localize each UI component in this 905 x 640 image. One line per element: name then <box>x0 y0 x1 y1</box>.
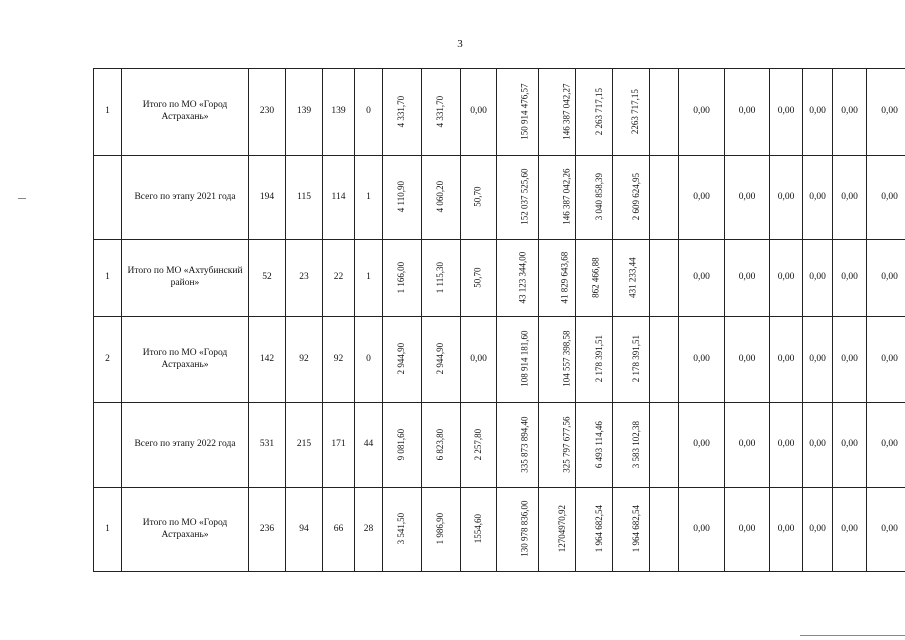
cell-value: 2 263 717,15 <box>594 87 604 135</box>
value-cell <box>249 488 286 572</box>
empty-cell <box>650 488 679 572</box>
value-cell <box>679 156 725 240</box>
cell-value: 146 387 042,26 <box>561 168 572 225</box>
value-cell <box>613 317 650 403</box>
value-cell <box>249 403 286 488</box>
value-cell <box>833 69 867 156</box>
value-cell <box>539 317 576 403</box>
cell-value: 0,00 <box>777 106 795 117</box>
value-cell <box>770 403 803 488</box>
cell-value: 1554,60 <box>472 514 483 544</box>
cell-value: 0,00 <box>738 353 756 364</box>
cell-value: 194 <box>259 191 275 202</box>
value-cell <box>461 240 497 317</box>
cell-value: 0,00 <box>841 272 858 283</box>
value-cell <box>576 156 613 240</box>
cell-value: 22 <box>333 272 344 283</box>
cell-value: 0,00 <box>470 106 487 117</box>
value-cell <box>679 69 725 156</box>
value-cell <box>613 240 650 317</box>
value-cell <box>323 69 355 156</box>
value-cell <box>613 69 650 156</box>
value-cell <box>770 156 803 240</box>
table-row <box>94 240 905 317</box>
value-cell <box>355 156 383 240</box>
value-cell <box>323 156 355 240</box>
row-number-cell <box>94 69 122 156</box>
cell-value: 0,00 <box>738 191 756 202</box>
margin-mark <box>18 198 26 199</box>
value-cell <box>803 317 833 403</box>
cell-value: 0,00 <box>738 272 756 283</box>
cell-value: 531 <box>259 439 275 450</box>
cell-value: 142 <box>259 353 275 364</box>
cell-value: 12704970,92 <box>557 505 567 553</box>
cell-value: 50,70 <box>472 186 483 207</box>
value-cell <box>770 317 803 403</box>
value-cell <box>497 156 539 240</box>
cell-value: 66 <box>333 523 344 534</box>
cell-value: 1 166,00 <box>396 261 407 293</box>
value-cell <box>323 240 355 317</box>
cell-value: 2 609 624,95 <box>631 173 641 221</box>
cell-value: 0,00 <box>881 191 898 202</box>
value-cell <box>725 156 770 240</box>
cell-value: 146 387 042,27 <box>561 83 572 140</box>
cell-value: 4 060,20 <box>435 180 446 213</box>
table-row <box>94 403 905 488</box>
cell-value: 23 <box>299 272 309 283</box>
table-row <box>94 488 905 572</box>
cell-value: 0,00 <box>809 439 826 450</box>
cell-value: 1 986,90 <box>435 512 446 545</box>
cell-value: 52 <box>262 272 272 283</box>
value-cell <box>539 488 576 572</box>
cell-value: 0,00 <box>738 439 756 450</box>
value-cell <box>286 156 323 240</box>
value-cell <box>867 488 905 572</box>
value-cell <box>383 488 422 572</box>
value-cell <box>867 403 905 488</box>
margin-mark <box>800 635 905 636</box>
value-cell <box>383 317 422 403</box>
table-row <box>94 69 905 156</box>
cell-value: 1 <box>105 523 110 534</box>
value-cell <box>679 488 725 572</box>
empty-cell <box>650 240 679 317</box>
cell-value: 2263 717,15 <box>629 88 640 134</box>
cell-value: 0,00 <box>693 523 710 534</box>
cell-value: 1 964 682,54 <box>631 505 641 553</box>
table-row <box>94 156 905 240</box>
value-cell <box>725 69 770 156</box>
value-cell <box>461 403 497 488</box>
cell-value: 1 <box>105 272 110 283</box>
cell-value: 0,00 <box>809 106 826 117</box>
cell-value: 2 178 391,51 <box>594 335 604 383</box>
row-name: Итого по МО «Город Астрахань» <box>142 100 228 122</box>
value-cell <box>461 488 497 572</box>
cell-value: 0,00 <box>809 353 826 364</box>
cell-value: 4 110,90 <box>396 181 407 213</box>
value-cell <box>249 156 286 240</box>
cell-value: 6 493 114,46 <box>593 420 604 468</box>
value-cell <box>867 69 905 156</box>
cell-value: 2 <box>105 353 110 364</box>
value-cell <box>867 240 905 317</box>
cell-value: 236 <box>259 523 275 534</box>
cell-value: 1 964 682,54 <box>594 505 604 553</box>
cell-value: 0,00 <box>777 191 795 202</box>
cell-value: 0,00 <box>809 191 826 202</box>
cell-value: 92 <box>299 353 309 364</box>
value-cell <box>249 240 286 317</box>
value-cell <box>725 240 770 317</box>
value-cell <box>422 156 461 240</box>
value-cell <box>803 403 833 488</box>
value-cell <box>539 403 576 488</box>
cell-value: 431 233,44 <box>627 256 638 298</box>
cell-value: 114 <box>331 191 346 202</box>
cell-value: 3 583 102,38 <box>631 420 641 468</box>
row-name: Итого по МО «Город Астрахань» <box>142 347 228 370</box>
cell-value: 325 797 677,56 <box>561 416 572 473</box>
value-cell <box>355 69 383 156</box>
value-cell <box>497 317 539 403</box>
value-cell <box>497 240 539 317</box>
value-cell <box>422 240 461 317</box>
cell-value: 4 331,70 <box>435 95 446 127</box>
table-row <box>94 317 905 403</box>
cell-value: 41 829 643,68 <box>559 251 570 304</box>
value-cell <box>725 403 770 488</box>
cell-value: 0,00 <box>693 439 710 450</box>
value-cell <box>803 240 833 317</box>
cell-value: 44 <box>363 439 374 450</box>
value-cell <box>497 69 539 156</box>
value-cell <box>770 69 803 156</box>
value-cell <box>679 317 725 403</box>
value-cell <box>613 156 650 240</box>
row-name-cell <box>122 69 249 156</box>
value-cell <box>249 69 286 156</box>
row-name-cell <box>122 156 249 240</box>
cell-value: 130 978 836,00 <box>519 500 530 557</box>
value-cell <box>422 317 461 403</box>
value-cell <box>833 488 867 572</box>
cell-value: 0,00 <box>841 353 858 364</box>
value-cell <box>576 240 613 317</box>
cell-value: 1 <box>366 191 371 202</box>
data-table <box>93 68 905 572</box>
cell-value: 3 541,50 <box>396 512 407 545</box>
value-cell <box>576 488 613 572</box>
value-cell <box>286 240 323 317</box>
row-name: Итого по МО «Город Астрахань» <box>142 517 228 540</box>
cell-value: 1 115,30 <box>435 261 446 293</box>
cell-value: 0,00 <box>881 523 898 534</box>
cell-value: 171 <box>331 439 346 450</box>
cell-value: 0,00 <box>470 353 487 364</box>
row-number-cell <box>94 488 122 572</box>
cell-value: 0,00 <box>881 439 898 450</box>
cell-value: 335 873 894,40 <box>519 416 530 473</box>
value-cell <box>461 69 497 156</box>
value-cell <box>286 317 323 403</box>
cell-value: 0,00 <box>738 523 756 534</box>
cell-value: 0,00 <box>693 191 710 202</box>
row-number-cell <box>94 240 122 317</box>
cell-value: 215 <box>296 439 312 450</box>
value-cell <box>355 317 383 403</box>
value-cell <box>833 240 867 317</box>
value-cell <box>803 69 833 156</box>
value-cell <box>770 240 803 317</box>
cell-value: 1 <box>366 272 371 283</box>
value-cell <box>422 403 461 488</box>
cell-value: 6 823,80 <box>435 428 446 460</box>
cell-value: 150 914 476,57 <box>519 83 530 140</box>
cell-value: 50,70 <box>472 267 483 288</box>
cell-value: 104 557 398,58 <box>561 330 572 387</box>
value-cell <box>679 403 725 488</box>
value-cell <box>323 317 355 403</box>
value-cell <box>867 317 905 403</box>
page-number: 3 <box>457 38 463 50</box>
row-name: Итого по МО «Ахтубинский район» <box>127 266 243 288</box>
value-cell <box>725 488 770 572</box>
cell-value: 0,00 <box>777 353 795 364</box>
cell-value: 4 331,70 <box>396 95 407 127</box>
cell-value: 0,00 <box>693 272 710 283</box>
value-cell <box>286 403 323 488</box>
value-cell <box>679 240 725 317</box>
cell-value: 92 <box>333 353 344 364</box>
cell-value: 0,00 <box>881 353 898 364</box>
cell-value: 862 466,88 <box>590 256 601 298</box>
empty-cell <box>650 156 679 240</box>
cell-value: 0,00 <box>841 523 858 534</box>
value-cell <box>833 317 867 403</box>
cell-value: 0 <box>366 106 371 117</box>
empty-cell <box>650 69 679 156</box>
cell-value: 43 123 344,00 <box>517 251 528 304</box>
value-cell <box>867 156 905 240</box>
cell-value: 0,00 <box>809 272 826 283</box>
row-name: Всего по этапу 2021 года <box>134 191 236 202</box>
row-name-cell <box>122 403 249 488</box>
value-cell <box>576 317 613 403</box>
value-cell <box>286 488 323 572</box>
cell-value: 0,00 <box>777 439 795 450</box>
row-number-cell <box>94 317 122 403</box>
cell-value: 9 081,60 <box>396 428 407 460</box>
value-cell <box>576 403 613 488</box>
cell-value: 1 <box>105 106 110 117</box>
cell-value: 152 037 525,60 <box>519 168 530 225</box>
cell-value: 0,00 <box>841 191 858 202</box>
cell-value: 0,00 <box>841 106 858 117</box>
value-cell <box>613 403 650 488</box>
value-cell <box>833 403 867 488</box>
value-cell <box>539 240 576 317</box>
cell-value: 0 <box>366 353 371 364</box>
row-name-cell <box>122 488 249 572</box>
value-cell <box>539 156 576 240</box>
value-cell <box>355 240 383 317</box>
value-cell <box>383 403 422 488</box>
cell-value: 3 040 858,39 <box>594 173 604 221</box>
cell-value: 0,00 <box>738 106 756 117</box>
value-cell <box>383 156 422 240</box>
value-cell <box>613 488 650 572</box>
empty-cell <box>650 403 679 488</box>
value-cell <box>323 488 355 572</box>
value-cell <box>323 403 355 488</box>
value-cell <box>286 69 323 156</box>
value-cell <box>497 403 539 488</box>
cell-value: 0,00 <box>809 523 826 534</box>
cell-value: 2 944,90 <box>396 342 407 375</box>
value-cell <box>249 317 286 403</box>
cell-value: 2 257,80 <box>472 428 483 460</box>
cell-value: 94 <box>299 523 309 534</box>
cell-value: 28 <box>363 523 374 534</box>
cell-value: 0,00 <box>881 272 898 283</box>
value-cell <box>576 69 613 156</box>
cell-value: 2 944,90 <box>435 342 446 375</box>
cell-value: 0,00 <box>693 353 710 364</box>
cell-value: 139 <box>331 106 346 117</box>
value-cell <box>355 403 383 488</box>
cell-value: 108 914 181,60 <box>519 330 530 387</box>
value-cell <box>461 317 497 403</box>
cell-value: 0,00 <box>841 439 858 450</box>
value-cell <box>383 69 422 156</box>
cell-value: 0,00 <box>777 272 795 283</box>
row-name-cell <box>122 317 249 403</box>
value-cell <box>539 69 576 156</box>
value-cell <box>803 156 833 240</box>
value-cell <box>461 156 497 240</box>
cell-value: 0,00 <box>777 523 795 534</box>
row-number-cell <box>94 156 122 240</box>
value-cell <box>770 488 803 572</box>
value-cell <box>497 488 539 572</box>
cell-value: 230 <box>259 106 275 117</box>
empty-cell <box>650 317 679 403</box>
cell-value: 139 <box>296 106 312 117</box>
value-cell <box>833 156 867 240</box>
cell-value: 115 <box>297 191 311 202</box>
value-cell <box>355 488 383 572</box>
cell-value: 2 178 391,51 <box>631 335 641 383</box>
value-cell <box>422 488 461 572</box>
row-name: Всего по этапу 2022 года <box>134 439 236 450</box>
value-cell <box>383 240 422 317</box>
row-name-cell <box>122 240 249 317</box>
value-cell <box>803 488 833 572</box>
cell-value: 0,00 <box>693 106 710 117</box>
value-cell <box>422 69 461 156</box>
value-cell <box>725 317 770 403</box>
row-number-cell <box>94 403 122 488</box>
cell-value: 0,00 <box>881 106 898 117</box>
